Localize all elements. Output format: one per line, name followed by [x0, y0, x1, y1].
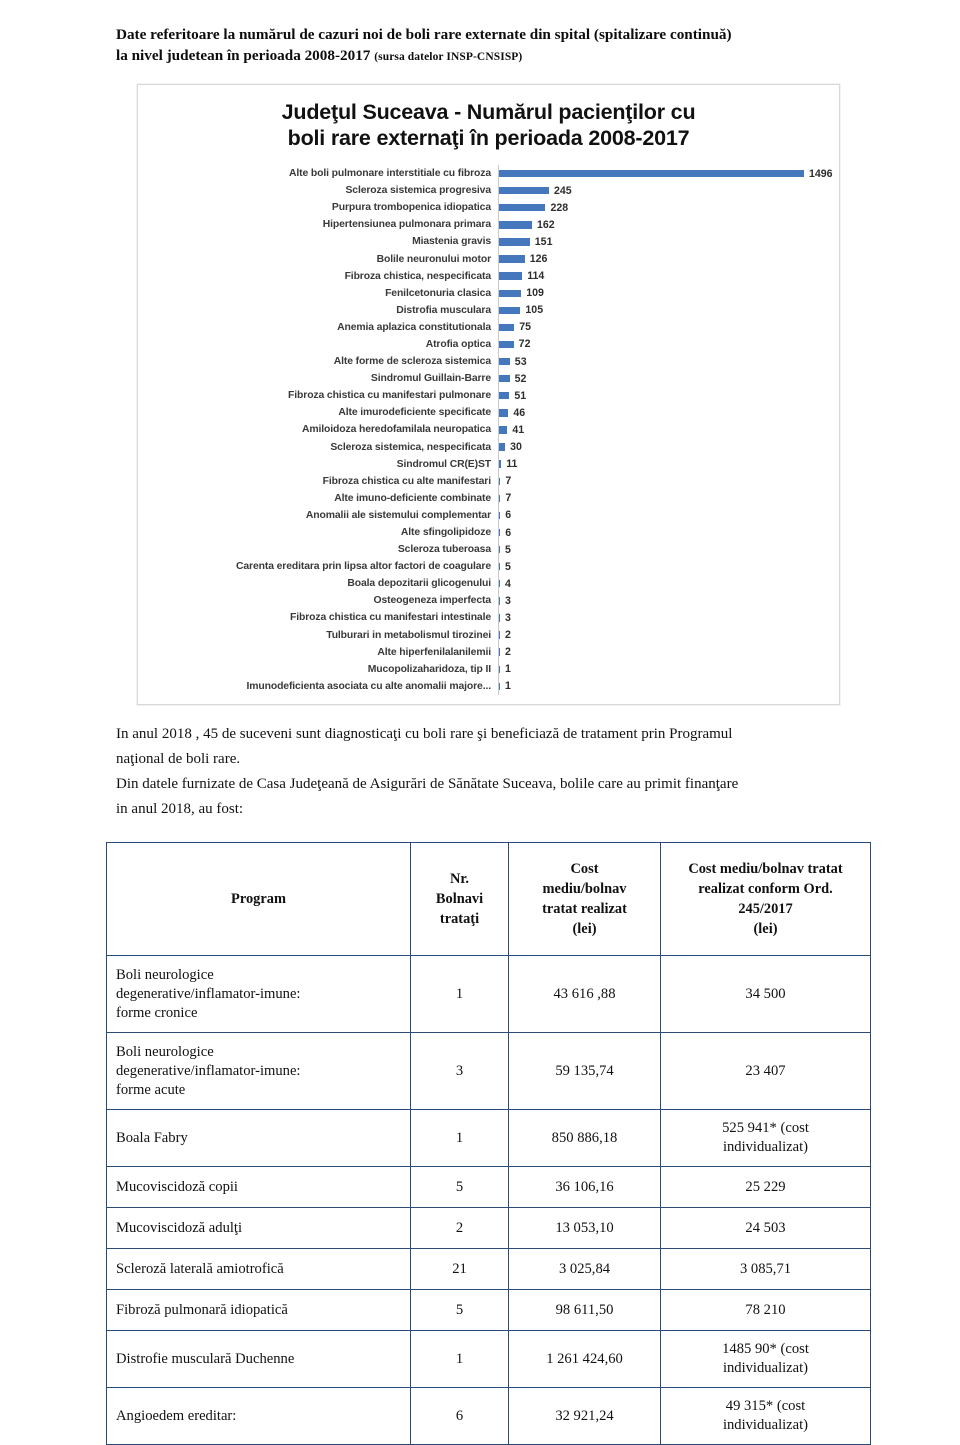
chart-bar-track [498, 575, 839, 592]
paragraph-2-line-1: Din datele furnizate de Casa Judeţeană de Asigurări de Sănătate Suceava, bolile care au primit finanţare [116, 776, 739, 792]
cell-cost-ord [661, 1033, 871, 1110]
program-line-1: Angioedem ereditar: [116, 1407, 237, 1424]
chart-value-label: 72 [518, 338, 531, 351]
chart-bar-row [146, 182, 839, 199]
cell-nr-bolnavi: 1 [411, 1110, 509, 1167]
chart-bar [499, 238, 530, 245]
chart-bar [499, 307, 520, 314]
column-header-nr-bolnavi [411, 843, 509, 956]
cost-ord-line-1: 78 210 [745, 1301, 786, 1318]
chart-bar-row [146, 473, 839, 490]
heading-source-note: (sursa datelor INSP-CNSISP) [374, 51, 523, 63]
chart-category-label: Fenilcetonuria clasica [385, 287, 491, 299]
chart-value-label: 126 [529, 253, 548, 266]
chart-value-label: 53 [514, 355, 527, 368]
chart-bar-track [498, 644, 839, 661]
chart-value-label: 7 [505, 475, 512, 488]
chart-category-label: Amiloidoza heredofamilala neuropatica [302, 424, 491, 436]
chart-value-label: 105 [525, 304, 544, 317]
chart-bar-track [498, 302, 839, 319]
program-line-1: Boala Fabry [116, 1129, 188, 1146]
cell-nr-bolnavi: 1 [411, 956, 509, 1033]
chart-bar-row [146, 370, 839, 387]
chart-bar-track [498, 216, 839, 233]
cell-cost-realizat: 1 261 424,60 [509, 1331, 661, 1388]
chart-category-label: Alte sfingolipidoze [400, 527, 491, 539]
chart-bar-row [146, 250, 839, 267]
cell-nr-bolnavi: 21 [411, 1249, 509, 1290]
chart-value-label: 114 [527, 270, 545, 283]
chart-bar [499, 375, 510, 382]
cost-ord-line-1: 25 229 [745, 1178, 786, 1195]
cell-program [107, 1033, 411, 1110]
table-row [107, 1249, 871, 1290]
chart-bar-row [146, 285, 839, 302]
chart-value-label: 1 [505, 680, 511, 693]
heading-line-1: Date referitoare la numărul de cazuri noi de boli rare externate din spital (spitalizare continuă) [116, 26, 732, 43]
chart-bar-row [146, 627, 839, 644]
chart-bar-row [146, 421, 839, 438]
chart-bar-row [146, 199, 839, 216]
paragraph-diagnosed-patients [116, 722, 864, 772]
chart-value-label: 1496 [809, 167, 833, 180]
chart-bar-track [498, 182, 839, 199]
column-header-cost-line-2: mediu/bolnav [542, 881, 627, 897]
chart-bar-track [498, 507, 839, 524]
chart-bar [499, 324, 514, 331]
chart-bar-row [146, 319, 839, 336]
chart-category-label: Fibroza chistica cu manifestari pulmonare [288, 390, 491, 402]
chart-bar-track [498, 678, 839, 695]
cost-ord-line-1: 24 503 [745, 1219, 786, 1236]
chart-value-label: 51 [514, 389, 527, 402]
chart-bar-row [146, 353, 839, 370]
chart-bar-row [146, 609, 839, 626]
cell-cost-ord [661, 1388, 871, 1445]
chart-category-label: Scleroza tuberoasa [397, 544, 491, 556]
chart-bar-row [146, 302, 839, 319]
chart-value-label: 162 [537, 218, 555, 231]
paragraph-2-line-2: in anul 2018, au fost: [116, 801, 244, 817]
chart-bar [499, 546, 500, 553]
table-row [107, 1110, 871, 1167]
chart-value-label: 11 [506, 458, 518, 471]
cell-program [107, 1388, 411, 1445]
paragraph-1-line-1: In anul 2018 , 45 de suceveni sunt diagnosticaţi cu boli rare şi beneficiază de tratament prin Programul [116, 726, 733, 742]
chart-title-line-1: Judeţul Suceava - Numărul pacienţilor cu [281, 100, 696, 124]
chart-category-label: Fibroza chistica cu alte manifestari [322, 475, 491, 487]
chart-title [138, 99, 839, 151]
chart-category-label: Distrofia musculara [396, 304, 491, 316]
table-row [107, 956, 871, 1033]
chart-bar-track [498, 285, 839, 302]
cell-cost-ord [661, 1167, 871, 1208]
heading-line-2: la nivel judetean în perioada 2008-2017 [116, 47, 371, 64]
cell-cost-ord [661, 1331, 871, 1388]
chart-bar-track [498, 558, 839, 575]
chart-bar-track [498, 661, 839, 678]
chart-bar [499, 392, 509, 399]
table-header [107, 843, 871, 956]
chart-bar [499, 648, 500, 655]
chart-bar-track [498, 250, 839, 267]
chart-bar-row [146, 541, 839, 558]
chart-category-label: Anemia aplazica constitutionala [337, 321, 491, 333]
cell-nr-bolnavi: 6 [411, 1388, 509, 1445]
chart-bar-track [498, 627, 839, 644]
chart-value-label: 52 [514, 372, 527, 385]
cell-nr-bolnavi: 1 [411, 1331, 509, 1388]
column-header-cost-line-4: (lei) [572, 921, 597, 937]
cell-program [107, 1167, 411, 1208]
chart-category-label: Sindromul CR(E)ST [396, 458, 491, 470]
cell-cost-ord [661, 1290, 871, 1331]
chart-bar-track [498, 490, 839, 507]
program-line-1: Mucoviscidoză copii [116, 1178, 238, 1195]
chart-bar-track [498, 609, 839, 626]
chart-value-label: 109 [526, 287, 544, 300]
cell-nr-bolnavi: 5 [411, 1167, 509, 1208]
chart-value-label: 6 [505, 526, 512, 539]
cell-cost-realizat: 36 106,16 [509, 1167, 661, 1208]
chart-category-label: Hipertensiunea pulmonara primara [322, 219, 491, 231]
cell-cost-realizat: 13 053,10 [509, 1208, 661, 1249]
column-header-cost-ord [661, 843, 871, 956]
chart-bar-row [146, 439, 839, 456]
chart-category-label: Tulburari in metabolismul tirozinei [326, 629, 491, 641]
cell-cost-realizat: 850 886,18 [509, 1110, 661, 1167]
chart-bar-track [498, 370, 839, 387]
program-line-1: Mucoviscidoză adulţi [116, 1219, 243, 1236]
chart-bar-track [498, 353, 839, 370]
program-line-1: Fibroză pulmonară idiopatică [116, 1301, 288, 1318]
program-line-3: forme acute [116, 1081, 186, 1098]
table-row [107, 1033, 871, 1110]
chart-bar [499, 170, 804, 177]
program-line-1: Boli neurologice [116, 966, 214, 983]
cost-ord-line-2: individualizat) [722, 1360, 809, 1376]
chart-category-label: Atrofia optica [425, 338, 491, 350]
chart-category-label: Mucopolizaharidoza, tip II [367, 663, 491, 675]
chart-bar-row [146, 233, 839, 250]
bar-chart-panel [137, 84, 840, 705]
cost-ord-line-1: 34 500 [745, 985, 786, 1002]
chart-value-label: 75 [519, 321, 532, 334]
column-header-ord-line-1: Cost mediu/bolnav tratat [688, 861, 843, 877]
chart-bar-row [146, 216, 839, 233]
chart-bar-track [498, 473, 839, 490]
chart-bar [499, 290, 521, 297]
cell-program [107, 1208, 411, 1249]
cell-program [107, 1290, 411, 1331]
chart-category-label: Carenta ereditara prin lipsa altor factori de coagulare [236, 561, 491, 573]
cost-ord-line-2: individualizat) [722, 1417, 809, 1433]
chart-bar-row [146, 404, 839, 421]
chart-value-label: 3 [505, 594, 511, 607]
cost-per-program-table [106, 842, 871, 1445]
chart-bar-row [146, 558, 839, 575]
chart-bar [499, 683, 500, 690]
table-row [107, 1290, 871, 1331]
chart-bar-track [498, 524, 839, 541]
program-line-1: Distrofie musculară Duchenne [116, 1350, 295, 1367]
column-header-ord-line-2: realizat conform Ord. [698, 881, 833, 897]
chart-category-label: Scleroza sistemica progresiva [345, 185, 491, 197]
chart-category-label: Alte imuno-deficiente combinate [334, 492, 491, 504]
chart-bar-track [498, 387, 839, 404]
chart-bar-row [146, 524, 839, 541]
chart-bar-row [146, 507, 839, 524]
program-line-1: Scleroză laterală amiotrofică [116, 1260, 284, 1277]
table-row [107, 1208, 871, 1249]
cost-ord-line-1: 23 407 [745, 1062, 786, 1079]
column-header-ord-line-4: (lei) [753, 921, 778, 937]
chart-bar-row [146, 387, 839, 404]
chart-category-label: Sindromul Guillain-Barre [370, 373, 491, 385]
chart-category-label: Fibroza chistica cu manifestari intestinale [290, 612, 491, 624]
table-body [107, 956, 871, 1445]
chart-category-label: Alte hiperfenilalanilemii [377, 646, 491, 658]
chart-bar-track [498, 319, 839, 336]
chart-category-label: Osteogeneza imperfecta [373, 595, 491, 607]
chart-bar-track [498, 592, 839, 609]
chart-value-label: 30 [510, 441, 522, 454]
column-header-cost-realizat [509, 843, 661, 956]
table-row [107, 1388, 871, 1445]
program-line-2: degenerative/inflamator-imune: [116, 1062, 301, 1079]
cell-program [107, 1249, 411, 1290]
chart-bar-track [498, 456, 839, 473]
cell-program [107, 1110, 411, 1167]
chart-bar-track [498, 199, 839, 216]
chart-bar [499, 529, 500, 536]
chart-category-label: Boala depozitarii glicogenului [347, 578, 491, 590]
table-row [107, 1331, 871, 1388]
cell-cost-ord [661, 1249, 871, 1290]
chart-bar [499, 460, 501, 467]
chart-bar [499, 495, 500, 502]
chart-category-label: Alte boli pulmonare interstitiale cu fibroza [289, 168, 491, 180]
cost-ord-line-1: 3 085,71 [739, 1260, 792, 1277]
chart-bar [499, 204, 545, 211]
chart-value-label: 7 [505, 492, 512, 505]
cost-ord-line-1: 525 941* (cost [722, 1120, 809, 1136]
chart-bar-track [498, 421, 839, 438]
chart-bar-row [146, 268, 839, 285]
chart-bar-row [146, 678, 839, 695]
chart-category-label: Bolile neuronului motor [376, 253, 491, 265]
chart-bar [499, 614, 500, 621]
paragraph-1-line-2: naţional de boli rare. [116, 751, 241, 767]
chart-bar-row [146, 456, 839, 473]
chart-category-label: Miastenia gravis [412, 236, 491, 248]
chart-category-label: Alte forme de scleroza sistemica [333, 356, 491, 368]
program-line-2: degenerative/inflamator-imune: [116, 985, 301, 1002]
paragraph-funding-source [116, 772, 864, 822]
chart-bar-track [498, 336, 839, 353]
chart-title-line-2: boli rare externaţi în perioada 2008-2017 [287, 126, 690, 150]
chart-value-label: 151 [534, 235, 553, 248]
chart-bar [499, 580, 500, 587]
column-header-nr-line-3: trataţi [439, 911, 480, 927]
chart-bar [499, 341, 514, 348]
chart-value-label: 3 [505, 611, 511, 624]
column-header-cost-line-1: Cost [570, 861, 599, 877]
chart-plot-area [138, 165, 839, 695]
chart-bar [499, 255, 525, 262]
chart-value-label: 46 [513, 406, 526, 419]
chart-bar-row [146, 336, 839, 353]
cell-program [107, 1331, 411, 1388]
chart-bar [499, 478, 500, 485]
cost-ord-line-2: individualizat) [722, 1139, 809, 1155]
chart-bar [499, 426, 507, 433]
program-line-3: forme cronice [116, 1004, 198, 1021]
chart-category-label: Fibroza chistica, nespecificata [344, 270, 491, 282]
chart-bar [499, 409, 508, 416]
chart-bar [499, 358, 510, 365]
chart-bar-track [498, 165, 839, 182]
cost-ord-line-1: 1485 90* (cost [722, 1341, 809, 1357]
column-header-ord-line-3: 245/2017 [738, 901, 793, 917]
cell-cost-realizat: 3 025,84 [509, 1249, 661, 1290]
table-header-row [107, 843, 871, 956]
chart-bar [499, 631, 500, 638]
chart-value-label: 245 [553, 184, 572, 197]
chart-category-label: Alte imurodeficiente specificate [338, 407, 491, 419]
column-header-nr-line-2: Bolnavi [435, 891, 484, 907]
cell-nr-bolnavi: 3 [411, 1033, 509, 1110]
chart-bar [499, 666, 500, 673]
chart-bar-track [498, 404, 839, 421]
chart-value-label: 41 [512, 423, 525, 436]
chart-bar-row [146, 661, 839, 678]
chart-value-label: 6 [505, 509, 512, 522]
cell-nr-bolnavi: 5 [411, 1290, 509, 1331]
cell-cost-ord [661, 1110, 871, 1167]
chart-value-label: 2 [505, 646, 511, 659]
chart-bar [499, 563, 500, 570]
table-row [107, 1167, 871, 1208]
cell-cost-realizat: 32 921,24 [509, 1388, 661, 1445]
program-line-1: Boli neurologice [116, 1043, 214, 1060]
cell-cost-realizat: 59 135,74 [509, 1033, 661, 1110]
chart-bar-track [498, 268, 839, 285]
cell-cost-ord [661, 1208, 871, 1249]
chart-category-label: Purpura trombopenica idiopatica [331, 202, 491, 214]
cell-nr-bolnavi: 2 [411, 1208, 509, 1249]
chart-bar [499, 443, 505, 450]
chart-category-label: Scleroza sistemica, nespecificata [330, 441, 491, 453]
column-header-nr-line-1: Nr. [449, 871, 470, 887]
column-header-cost-line-3: tratat realizat [542, 901, 627, 917]
chart-bar [499, 512, 500, 519]
chart-bar-row [146, 575, 839, 592]
chart-bar-row [146, 165, 839, 182]
cell-program [107, 956, 411, 1033]
chart-bar-track [498, 541, 839, 558]
chart-bar-row [146, 644, 839, 661]
cell-cost-realizat: 43 616 ,88 [509, 956, 661, 1033]
chart-value-label: 5 [505, 560, 511, 573]
chart-category-label: Anomalii ale sistemului complementar [305, 509, 491, 521]
document-heading [116, 24, 872, 68]
chart-bar [499, 597, 500, 604]
chart-value-label: 1 [505, 663, 511, 676]
column-header-program: Program [107, 843, 411, 956]
chart-bar [499, 187, 549, 194]
chart-bar-track [498, 439, 839, 456]
chart-bar-row [146, 592, 839, 609]
chart-category-label: Imunodeficienta asociata cu alte anomalii majore... [246, 680, 491, 692]
chart-value-label: 4 [505, 577, 511, 590]
cell-cost-ord [661, 956, 871, 1033]
chart-value-label: 2 [505, 629, 511, 642]
chart-value-label: 5 [505, 543, 511, 556]
chart-bar [499, 221, 532, 228]
cost-ord-line-1: 49 315* (cost [725, 1398, 806, 1414]
chart-bar [499, 272, 522, 279]
chart-bar-row [146, 490, 839, 507]
chart-bar-track [498, 233, 839, 250]
chart-value-label: 228 [550, 201, 569, 214]
cell-cost-realizat: 98 611,50 [509, 1290, 661, 1331]
